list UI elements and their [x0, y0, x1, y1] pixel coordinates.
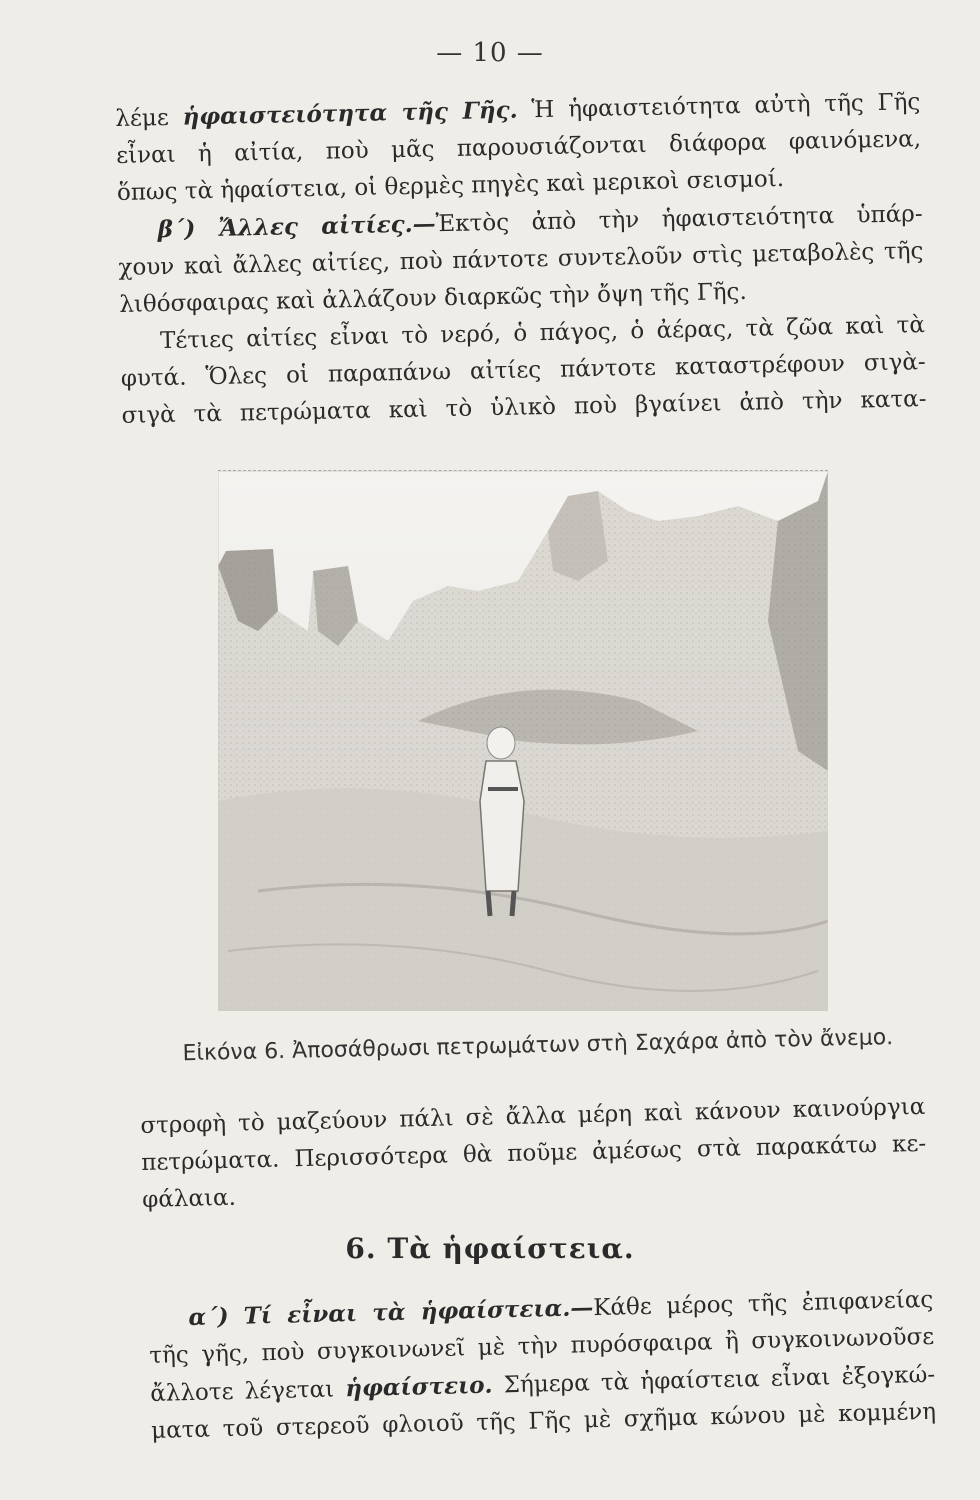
paragraph-line: τῆς γῆς, ποὺ συγκοινωνεῖ μὲ τὴν πυρόσφαιρα ἢ συγκοινωνοῦσε	[149, 1323, 935, 1369]
paragraph-line: ματα τοῦ στερεοῦ φλοιοῦ τῆς Γῆς μὲ σχῆμα κώνου μὲ κομμένη	[150, 1398, 937, 1444]
paragraph-line: Τέτιες αἰτίες εἶναι τὸ νερό, ὁ πάγος, ὁ ἀέρας, τὰ ζῶα καὶ τὰ	[159, 312, 926, 355]
continuation-text-block	[140, 1089, 927, 1219]
term-volcanism: ἡφαιστειότητα τῆς Γῆς.	[182, 96, 518, 131]
figure-photo	[218, 470, 828, 1011]
paragraph-line: σιγὰ τὰ πετρώματα καὶ τὸ ὑλικὸ ποὺ βγαίνει ἀπὸ τὴν κατα-	[121, 386, 927, 429]
paragraph-line: ὅπως τὰ ἡφαίστεια, οἱ θερμὲς πηγὲς καὶ μερικοὶ σεισμοί.	[116, 166, 785, 206]
rock-formations-photo	[218, 471, 828, 1011]
paragraph-line: φυτά. Ὅλες οἱ παραπάνω αἰτίες πάντοτε καταστρέφουν σιγὰ-	[120, 349, 926, 392]
paragraph-line: εἶναι ἡ αἰτία, ποὺ μᾶς παρουσιάζονται διάφορα φαινόμενα,	[115, 126, 922, 169]
section-a-first-line: α΄) Τί εἶναι τὰ ἡφαίστεια.—Κάθε μέρος τῆς ἐπιφανείας	[188, 1286, 934, 1332]
figure-caption: Εἰκόνα 6. Ἀποσάθρωσι πετρωμάτων στὴ Σαχάρα ἀπὸ τὸν ἄνεμο.	[182, 1025, 894, 1067]
section-b-first-line: β΄) Ἄλλες αἰτίες.—Ἐκτὸς ἀπὸ τὴν ἡφαιστειότητα ὑπάρ-	[157, 201, 923, 244]
top-text-block	[115, 83, 927, 435]
paragraph-line: ἄλλοτε λέγεται ἡφαίστειο. Σήμερα τὰ ἡφαίστεια εἶναι ἐξογκώ-	[149, 1361, 936, 1407]
page-number: — 10 —	[436, 38, 544, 68]
paragraph-line: πετρώματα. Περισσότερα θὰ ποῦμε ἀμέσως στὰ παρακάτω κε-	[141, 1130, 927, 1176]
paragraph-line: φάλαια.	[141, 1184, 237, 1213]
section-a-text-block	[148, 1281, 936, 1450]
section-b-heading: β΄) Ἄλλες αἰτίες.—	[157, 210, 436, 244]
section-a-heading: α΄) Τί εἶναι τὰ ἡφαίστεια.—	[188, 1294, 594, 1332]
paragraph-line: στροφὴ τὸ μαζεύουν πάλι σὲ ἄλλα μέρη καὶ κάνουν καινούργια	[140, 1093, 926, 1139]
term-volcano: ἡφαίστειο.	[344, 1371, 493, 1403]
paragraph-line: λέμε ἡφαιστειότητα τῆς Γῆς. Ἡ ἡφαιστειότητα αὐτὴ τῆς Γῆς	[115, 89, 921, 132]
paragraph-line: λιθόσφαιρας καὶ ἀλλάζουν διαρκῶς τὴν ὄψη τῆς Γῆς.	[119, 278, 748, 318]
section-6-heading: 6. Τὰ ἡφαίστεια.	[345, 1232, 635, 1265]
paragraph-line: χουν καὶ ἄλλες αἰτίες, ποὺ πάντοτε συντελοῦν στὶς μεταβολὲς τῆς	[118, 238, 924, 281]
